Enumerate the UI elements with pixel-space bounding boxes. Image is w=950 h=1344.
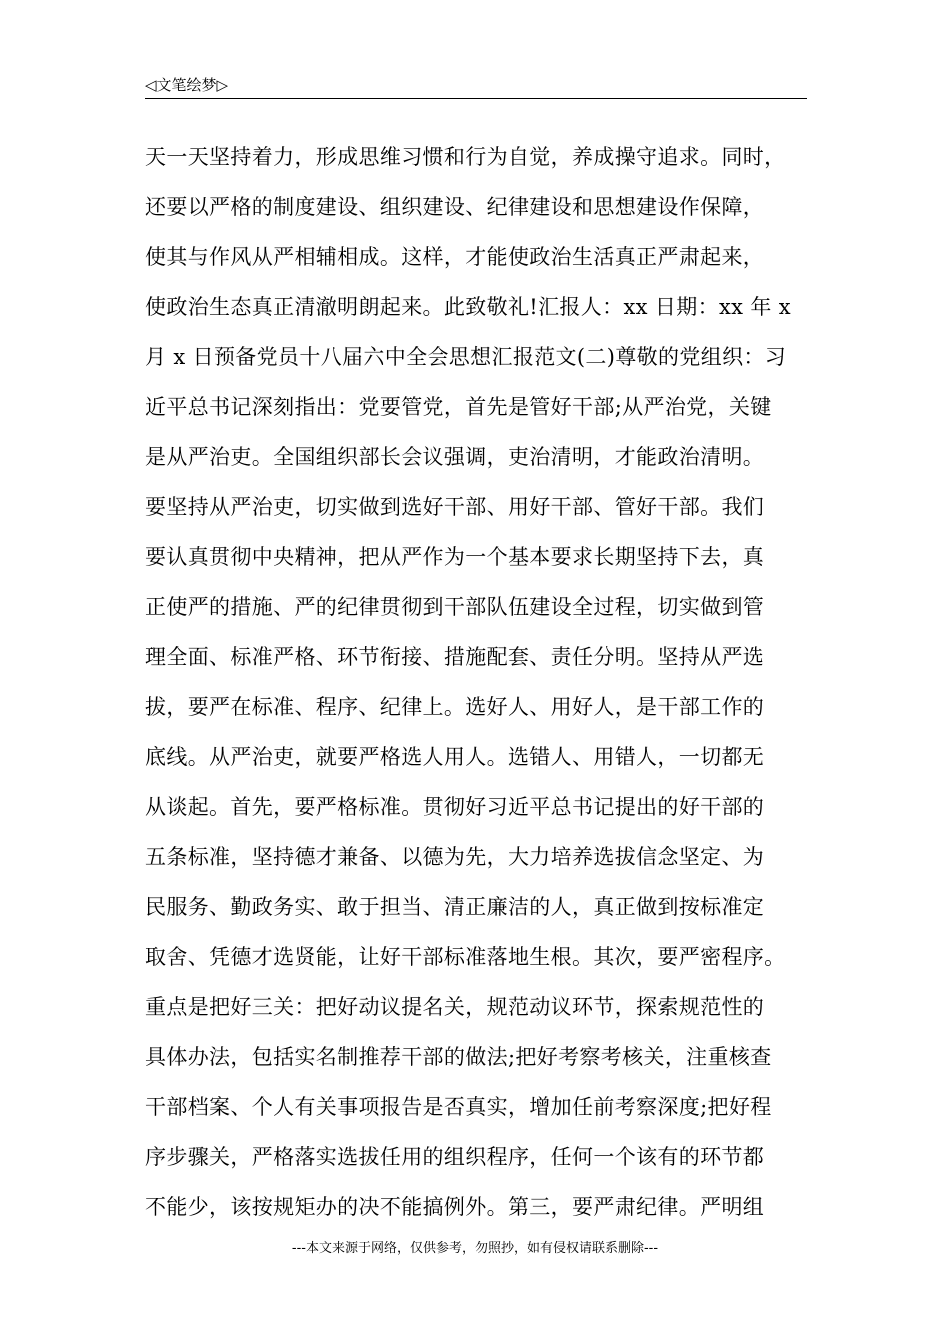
text-line: 近平总书记深刻指出：党要管党，首先是管好干部;从严治党，关键 (145, 395, 772, 419)
text-line: 天一天坚持着力，形成思维习惯和行为自觉，养成操守追求。同时， (145, 145, 786, 169)
text-line: 从谈起。首先，要严格标准。贯彻好习近平总书记提出的好干部的 (145, 795, 765, 819)
text-line: 还要以严格的制度建设、组织建设、纪律建设和思想建设作保障， (145, 195, 765, 219)
text-line: 取舍、凭德才选贤能，让好干部标准落地生根。其次，要严密程序。 (145, 945, 786, 969)
header-title: ◁文笔绘梦▷ (145, 76, 229, 94)
text-line: 拔，要严在标准、程序、纪律上。选好人、用好人，是干部工作的 (145, 695, 765, 719)
text-line: 是从严治吏。全国组织部长会议强调，吏治清明，才能政治清明。 (145, 445, 765, 469)
text-line: 理全面、标准严格、环节衔接、措施配套、责任分明。坚持从严选 (145, 645, 765, 669)
text-line: 序步骤关，严格落实选拔任用的组织程序，任何一个该有的环节都 (145, 1145, 765, 1169)
text-line: 使其与作风从严相辅相成。这样，才能使政治生活真正严肃起来， (145, 245, 765, 269)
page-header (145, 74, 807, 99)
text-line: 底线。从严治吏，就要严格选人用人。选错人、用错人，一切都无 (145, 745, 765, 769)
text-line: 要坚持从严治吏，切实做到选好干部、用好干部、管好干部。我们 (145, 495, 765, 519)
text-line: 正使严的措施、严的纪律贯彻到干部队伍建设全过程，切实做到管 (145, 595, 765, 619)
text-line: 干部档案、个人有关事项报告是否真实，增加任前考察深度;把好程 (145, 1095, 772, 1119)
text-line: 重点是把好三关：把好动议提名关，规范动议环节，探索规范性的 (145, 995, 765, 1019)
text-line: 月 x 日预备党员十八届六中全会思想汇报范文(二)尊敬的党组织：习 (145, 345, 787, 369)
text-line: 使政治生态真正清澈明朗起来。此致敬礼!汇报人：xx 日期：xx 年 x (145, 295, 791, 319)
text-line: 具体办法，包括实名制推荐干部的做法;把好考察考核关，注重核查 (145, 1045, 772, 1069)
footer-disclaimer: ---本文来源于网络，仅供参考，勿照抄，如有侵权请联系删除--- (291, 1241, 659, 1256)
text-line: 民服务、勤政务实、敢于担当、清正廉洁的人，真正做到按标准定 (145, 895, 765, 919)
document-body (145, 132, 825, 1232)
text-line: 五条标准，坚持德才兼备、以德为先，大力培养选拔信念坚定、为 (145, 845, 765, 869)
text-line: 不能少，该按规矩办的决不能搞例外。第三，要严肃纪律。严明组 (145, 1195, 765, 1219)
text-line: 要认真贯彻中央精神，把从严作为一个基本要求长期坚持下去，真 (145, 545, 765, 569)
